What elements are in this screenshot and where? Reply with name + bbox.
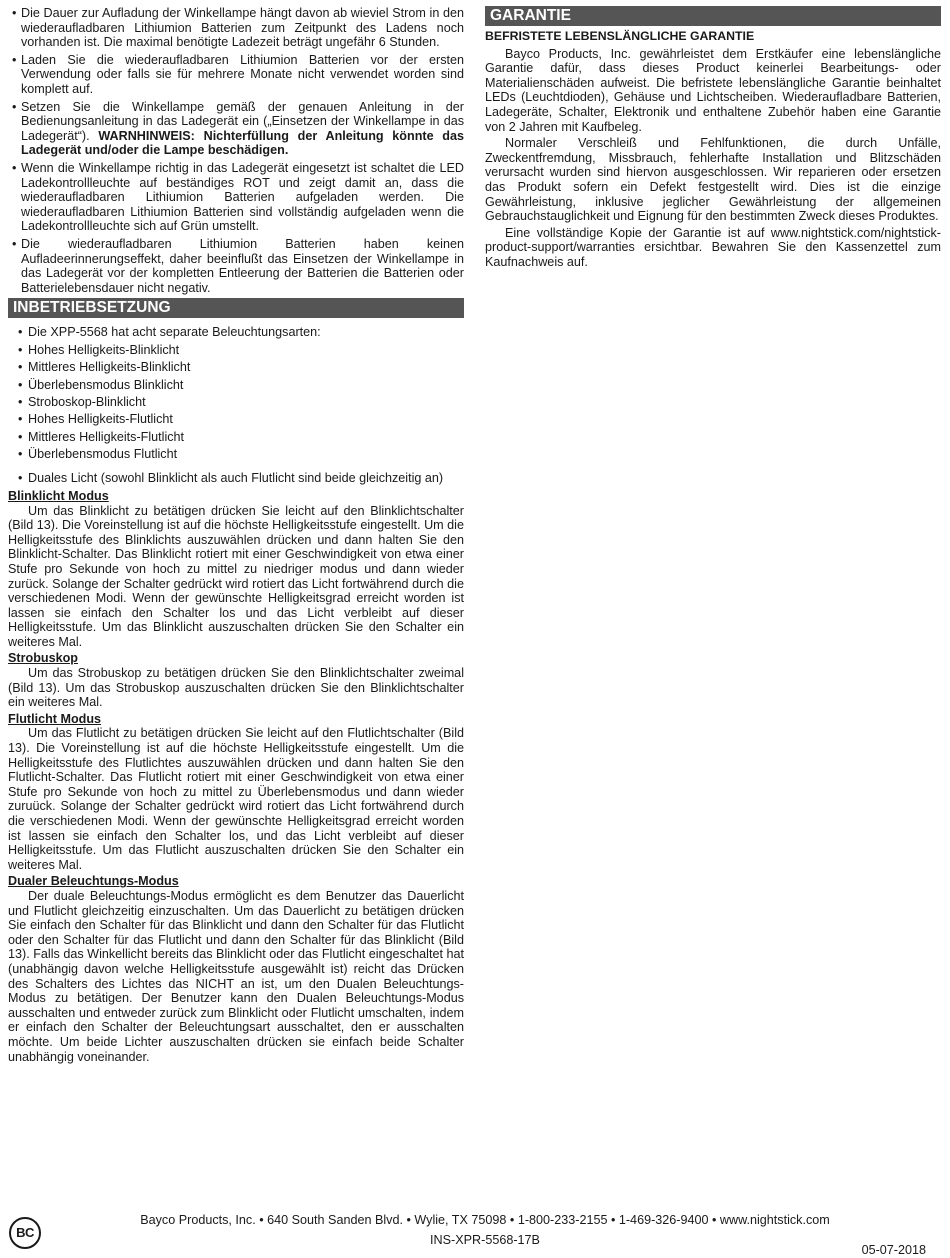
section-paragraph: Um das Flutlicht zu betätigen drücken Sie leicht auf den Flutlichtschalter (Bild 13). Die Voreinstellung ist auf die höchste Helligkeitsstufe eingestellt. Um die Helligkeitsstufe des Flutlichtes auszuwählen drücken und dann halten Sie den Flutlicht-Schalter. Das Flutlicht rotiert mit einer Geschwindigkeit von etwa einer Stufe pro Sekunde von hoch zu mittel zu Überlebensmodus und dann wieder zuruück. Solange der Schalter gedrückt wird rotiert das Licht fortwährend durch die verschiedenen Modi. Wenn der gewünschte Helligkeitsgrad erreicht worden ist lassen sie einfach den Schalter los, und das Licht verbleibt auf dieser Helligkeitsstufe. Um das Flutlicht auszuschalten drücken Sie den Schalter ein weiteres Mal. (8, 726, 464, 872)
mode-label: Hohes Helligkeits-Blinklicht (28, 342, 180, 357)
bullet-icon: • (18, 342, 23, 357)
bullet-text: Wenn die Winkellampe richtig in das Ladegerät eingesetzt ist schaltet die LED Ladekontrollleuchte auf beständiges ROT und zeigt damit an, dass die wiederaufladbaren Lithiumion Batterien aufgeladen werden. Die wiederaufladbaren Lithiumion Batterien sind vollständig aufgeladen wenn die Ladekontrollleuchte sich auf Grün umstellt. (21, 160, 464, 234)
modes-intro (8, 324, 464, 341)
mode-label: Duales Licht (sowohl Blinklicht als auch Flutlicht sind beide gleichzeitig an) (28, 470, 444, 485)
list-item (8, 411, 464, 428)
bc-logo-icon: BC (9, 1217, 41, 1249)
charging-bullet (8, 237, 464, 295)
mode-label: Mittleres Helligkeits-Blinklicht (28, 360, 191, 375)
list-item (8, 470, 464, 487)
bullet-icon: • (12, 52, 17, 67)
bullet-text: Laden Sie die wiederaufladbaren Lithiumion Batterien vor der ersten Verwendung oder falls sie für mehrere Monate nicht verwendet worden sind komplett auf. (21, 52, 464, 96)
bullet-text-with-warning (21, 100, 464, 158)
bullet-icon: • (18, 325, 23, 340)
bullet-icon: • (12, 236, 17, 251)
left-column (8, 6, 464, 1066)
mode-label: Stroboskop-Blinklicht (28, 394, 146, 409)
warranty-paragraph: Bayco Products, Inc. gewährleistet dem Erstkäufer eine lebenslängliche Garantie dafür, dass dieses Product keinerlei Bearbeitungs- oder Materialienschäden aufweist. Die befristete lebenslängliche Garantie beinhaltet LEDs (Leuchtdioden), Gehäuse und Lichtscheiben. Wiederaufladbare Batterien, Ladegeräte, Schalter, Elektronik und enthaltene Zubehör haben eine Garantie von 2 Jahren mit Kaufbeleg. (485, 46, 941, 134)
mode-label: Überlebensmodus Blinklicht (28, 377, 184, 392)
section-paragraph: Der duale Beleuchtungs-Modus ermöglicht es dem Benutzer das Dauerlicht und Flutlicht gleichzeitig einzuschalten. Um das Dauerlicht zu betätigen drücken Sie einfach den Schalter für das Blinklicht und dann den Schalter für das Flutlicht oder den Schalter für das Flutlicht und dann den Schalter für das Blinklicht (Bild 13). Falls das Winkellicht bereits das Blinklicht oder das Flutlicht eingeschaltet hat (unabhängig davon welche Helligkeitsstufe ausgewählt ist) reicht das Drücken des Schalters des Lichtes das NICHT an ist, um den Dualen Beleuchtungs-Modus zu betätigen. Der Benutzer kann den Dualen Beleuchtungs-Modus ausschalten und entweder zurück zum Blinklicht oder Flutlicht umschalten, indem er einfach den Schalter der Beleuchtungsart ausschaltet, den er ausschalten möchte. Um beide Lichter auszuschalten drücken sie einfach beide Schalter unabhängig voneinander. (8, 888, 464, 1064)
mode-label: Überlebensmodus Flutlicht (28, 447, 178, 462)
bullet-icon: • (18, 447, 23, 462)
charging-bullet (8, 161, 464, 234)
bullet-text: Die wiederaufladbaren Lithiumion Batterien haben keinen Aufladeerinnerungseffekt, daher beeinflußt das Einsetzen der Winkellampe in das Ladegerät vor der kompletten Entleerung der Batterien die Batterien oder Batterielebensdauer nicht negativ. (21, 236, 464, 295)
footer-document-code: INS-XPR-5568-17B (430, 1233, 540, 1247)
list-item (8, 342, 464, 359)
mode-label: Hohes Helligkeits-Flutlicht (28, 412, 173, 427)
bullet-text: Setzen Sie die Winkellampe gemäß der genauen Anleitung in der Bedienungsanleitung in das Ladegerät ein („Einsetzen der Winkellampe in das Ladegerät“). (21, 99, 464, 143)
bullet-icon: • (18, 360, 23, 375)
modes-list (8, 324, 464, 487)
list-item (8, 359, 464, 376)
bullet-icon: • (18, 470, 23, 485)
list-item (8, 446, 464, 463)
operation-heading: INBETRIEBSETZUNG (8, 298, 464, 318)
bullet-icon: • (12, 6, 17, 20)
bullet-text: Die Dauer zur Aufladung der Winkellampe hängt davon ab wieviel Strom in den wiederaufladbaren Lithiumion Batterien zum Zeitpunkt des Ladens noch vorhanden ist. Die maximal benötigte Ladezeit beträgt ungefähr 6 Stunden. (21, 6, 464, 50)
section-heading: Dualer Beleuchtungs-Modus (8, 874, 179, 889)
charging-bullet (8, 53, 464, 97)
modes-intro-text: Die XPP-5568 hat acht separate Beleuchtungsarten: (28, 325, 321, 340)
footer-date: 05-07-2018 (861, 1243, 926, 1257)
warranty-paragraph: Normaler Verschleiß und Fehlfunktionen, die durch Unfälle, Zweckentfremdung, Missbrauch, fehlerhafte Installation und Blitzschäden verursacht wurden sind hiervon ausgeschlossen. Wir reparieren oder ersetzen das Produkt sofern ein Defekt festgestellt wird. Dies ist die einzige Gewährleistung, inklusive jeglicher Gewährleistung der allgemeinen Gebrauchstauglichkeit und Eignung für den bestimmten Zweck dieses Produktes. (485, 136, 941, 224)
warranty-paragraph: Eine vollständige Kopie der Garantie ist auf www.nightstick.com/nightstick-product-support/warranties ersichtbar. Bewahren Sie den Kassenzettel zum Kaufnachweis auf. (485, 225, 941, 269)
warning-text: WARNHINWEIS: Nichterfüllung der Anleitung könnte das Ladegerät und/oder die Lampe beschädigen. (21, 128, 464, 158)
bullet-icon: • (18, 394, 23, 409)
bullet-icon: • (18, 429, 23, 444)
bullet-icon: • (18, 377, 23, 392)
section-paragraph: Um das Blinklicht zu betätigen drücken Sie leicht auf den Blinklichtschalter (Bild 13). Die Voreinstellung ist auf die höchste Helligkeitsstufe eingestellt. Um die Helligkeitsstufe des Blinklichts auszuwählen drücken und dann halten Sie den Blinklicht-Schalter. Das Blinklicht rotiert mit einer Geschwindigkeit von etwa einer Stufe pro Sekunde von hoch zu mittel zu niedriger modus und dann wieder zurück. Solange der Schalter gedrückt wird rotiert das Licht fortwährend durch die verschiedenen Modi. Wenn der gewünschte Helligkeitsgrad erreicht worden ist lassen sie einfach den Schalter los und das Licht verbleibt auf dieser Helligkeitsstufe. Um das Blinklicht auszuschalten drücken Sie den Schalter ein weiteres Mal. (8, 503, 464, 649)
list-item (8, 429, 464, 446)
right-column (485, 6, 941, 272)
warranty-subheading: BEFRISTETE LEBENSLÄNGLICHE GARANTIE (485, 29, 755, 43)
footer-address: Bayco Products, Inc. • 640 South Sanden Blvd. • Wylie, TX 75098 • 1-800-233-2155 • 1-469-326-9400 • www.nightstick.com (140, 1213, 830, 1227)
section-heading: Flutlicht Modus (8, 711, 102, 726)
list-item (8, 377, 464, 394)
charging-bullet (8, 100, 464, 158)
section-heading: Strobuskop (8, 651, 78, 666)
bullet-icon: • (18, 412, 23, 427)
warranty-heading: GARANTIE (485, 6, 941, 26)
bullet-icon: • (12, 160, 17, 175)
section-heading: Blinklicht Modus (8, 488, 109, 503)
bullet-icon: • (12, 99, 17, 114)
list-item (8, 394, 464, 411)
section-paragraph: Um das Strobuskop zu betätigen drücken Sie den Blinklichtschalter zweimal (Bild 13). Um das Strobuskop auszuschalten drücken Sie den Blinklichtschalter ein weiteres Mal. (8, 666, 464, 710)
charging-bullet (8, 6, 464, 50)
mode-label: Mittleres Helligkeits-Flutlicht (28, 429, 185, 444)
